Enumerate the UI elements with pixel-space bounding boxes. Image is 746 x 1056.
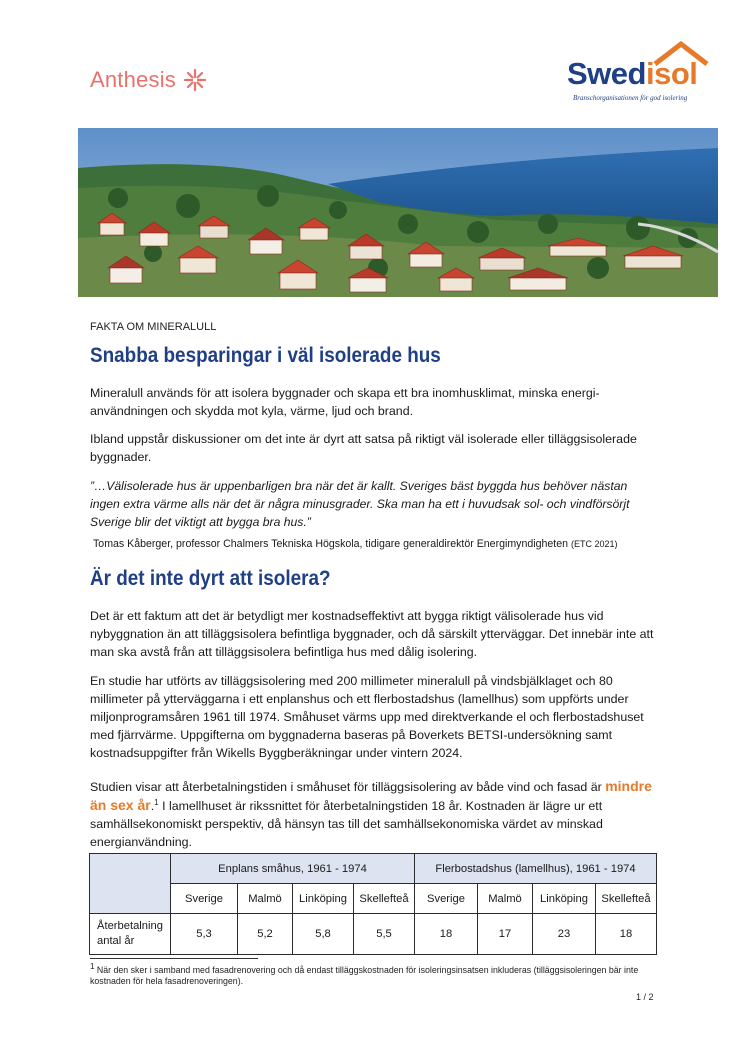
kicker-label: FAKTA OM MINERALULL [90,321,217,333]
table-city-header: Skellefteå [596,884,657,914]
table-city-row [90,884,657,914]
footnote-mark: 1 [90,962,95,972]
section-paragraph-2: En studie har utförts av tilläggsisolering med 200 millimeter mineralull på vindsbjälklaget och 80 millimeter på ytterväggarna i ett enplanshus och ett flerbostadshus (lamellhus) som uppförts under miljonprogramsåren 1961 till 1974. Småhuset värms upp med direktverkande el och flerbostadshuset med fjärrvärme. Uppgifterna om byggnaderna baseras på Boverkets BETSI-undersökning samt kostnadsuppgifter från Wikells Byggberäkningar under vintern 2024. [90,674,644,760]
table-cell: 23 [533,914,596,955]
swedisol-logo-isol: isol [645,56,698,91]
table-cell: 5,3 [171,914,238,955]
table-city-header: Skellefteå [354,884,415,914]
table-cell: 17 [478,914,533,955]
result-text-after: I lamellhuset är rikssnittet för återbetalningstiden 18 år. Kostnaden är lägre ur ett samhällsekonomiskt perspektiv, då hänsyn tas till det samhällsekonomiska värdet av minskad energianvändning. [90,799,603,849]
anthesis-logo-text: Anthesis [90,67,176,92]
table-cell: 18 [596,914,657,955]
page-title: Snabba besparingar i väl isolerade hus [90,344,441,367]
anthesis-starburst-icon [182,67,208,93]
swedisol-tagline: Branschorganisationen för god isolering [573,94,688,102]
swedisol-logo-text [567,56,697,92]
table-cell: 5,2 [238,914,293,955]
attribution-text: Tomas Kåberger, professor Chalmers Tekniska Högskola, tidigare generaldirektör Energimyndigheten [93,538,568,550]
result-text-before: Studien visar att återbetalningstiden i småhuset för tilläggsisolering av både vind och fasad är [90,780,606,794]
table-group-header: Enplans småhus, 1961 - 1974 [171,854,415,884]
table-group-header: Flerbostadshus (lamellhus), 1961 - 1974 [415,854,657,884]
result-paragraph [90,777,656,851]
table-row [90,914,657,955]
payback-table [89,853,657,955]
table-city-header: Linköping [533,884,596,914]
table-city-header: Sverige [415,884,478,914]
row-label-line2: antal år [97,935,135,947]
quote-attribution [93,538,617,550]
footnote-text: När den sker i samband med fasadrenovering och då endast tilläggskostnaden för isoleringsinsatsen inkluderas (tilläggsisoleringen bär inte kostnaden för hela fasadrenoveringen). [90,965,639,986]
town-illustration [78,128,718,297]
footnote-reference[interactable]: 1 [154,797,159,807]
table-city-header: Linköping [293,884,354,914]
table-cell: 18 [415,914,478,955]
table-corner-cell [90,854,171,914]
page-number: 1 / 2 [636,992,654,1002]
table-cell: 5,5 [354,914,415,955]
intro-paragraph-1: Mineralull används för att isolera byggnader och skapa ett bra inomhusklimat, minska energi-användningen och skydda mot kyla, värme, ljud och brand. [90,386,600,418]
table-city-header: Malmö [238,884,293,914]
swedisol-logo-swe: Swed [567,56,646,91]
row-label-line1: Återbetalning [97,920,163,932]
result-period: . [150,799,155,813]
table-city-header: Malmö [478,884,533,914]
intro-paragraph-2: Ibland uppstår diskussioner om det inte är dyrt att satsa på riktigt väl isolerade eller tilläggsisolerade byggnader. [90,432,637,464]
quote-text: ”…Välisolerade hus är uppenbarligen bra när det är kallt. Sveriges bäst byggda hus behöver nästan ingen extra värme alls när det är några minusgrader. Ska man ha ett i huvudsak sol- och vindförsörjt Sverige blir det viktigt att bygga bra hus.” [90,479,630,529]
result-highlight: mindre än sex år [90,778,652,813]
section-title: Är det inte dyrt att isolera? [90,567,331,590]
attribution-source: (ETC 2021) [570,539,618,549]
hero-town-photo [78,128,718,297]
table-row-label [90,914,171,955]
table-city-header: Sverige [171,884,238,914]
footnote [90,962,650,987]
table-cell: 5,8 [293,914,354,955]
swedisol-logo [565,40,715,106]
section-paragraph-1: Det är ett faktum att det är betydligt mer kostnadseffektivt att bygga riktigt välisolerade hus vid nybyggnation än att tilläggsisolera befintliga byggnader, och då särskilt ytterväggar. Det innebär inte att man ska avstå från att tilläggsisolera befintliga hus med dålig isolering. [90,609,654,659]
anthesis-logo [90,62,208,98]
footnote-divider [90,958,258,959]
table-group-row [90,854,657,884]
